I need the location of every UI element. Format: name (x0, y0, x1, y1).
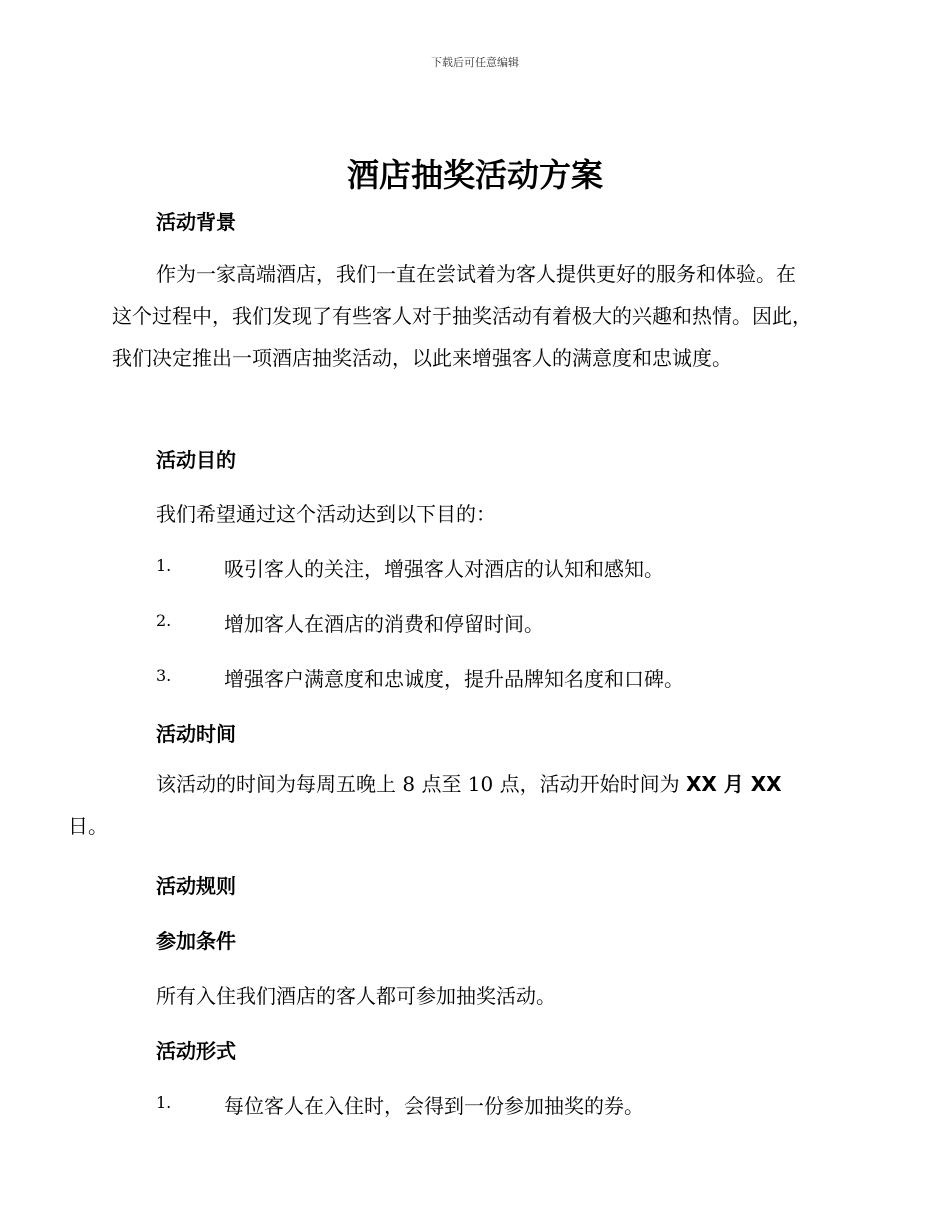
list-text: 吸引客人的关注，增强客人对酒店的认知和感知。 (224, 557, 664, 581)
list-text: 增强客户满意度和忠诚度，提升品牌知名度和口碑。 (224, 667, 684, 691)
list-number: 1. (156, 1093, 172, 1112)
list-number: 1. (156, 556, 172, 575)
list-number: 3. (156, 666, 172, 685)
list-number: 2. (156, 611, 172, 630)
time-text-before: 该活动的时间为每周五晚上 8 点至 10 点，活动开始时间为 (156, 772, 686, 796)
time-text-after: 日。 (68, 814, 108, 838)
list-text: 每位客人在入住时，会得到一份参加抽奖的券。 (224, 1094, 644, 1118)
heading-form: 活动形式 (156, 1039, 236, 1063)
document-title: 酒店抽奖活动方案 (346, 156, 603, 194)
heading-purpose: 活动目的 (156, 448, 236, 472)
heading-conditions: 参加条件 (156, 929, 236, 953)
paragraph-conditions: 所有入住我们酒店的客人都可参加抽奖活动。 (156, 984, 556, 1008)
paragraph-background: 作为一家高端酒店，我们一直在尝试着为客人提供更好的服务和体验。在这个过程中，我们发现了有些客人对于抽奖活动有着极大的兴趣和热情。因此，我们决定推出一项酒店抽奖活动，以此来增强客人的满意度和忠诚度。 (112, 262, 812, 370)
time-date-placeholder: XX 月 XX (685, 772, 782, 796)
paragraph-time (68, 763, 812, 847)
heading-time: 活动时间 (156, 722, 236, 746)
heading-background: 活动背景 (156, 210, 236, 234)
purpose-intro: 我们希望通过这个活动达到以下目的： (156, 502, 496, 526)
list-text: 增加客人在酒店的消费和停留时间。 (224, 612, 544, 636)
header-note: 下载后可任意编辑 (431, 56, 519, 69)
heading-rules: 活动规则 (156, 874, 236, 898)
